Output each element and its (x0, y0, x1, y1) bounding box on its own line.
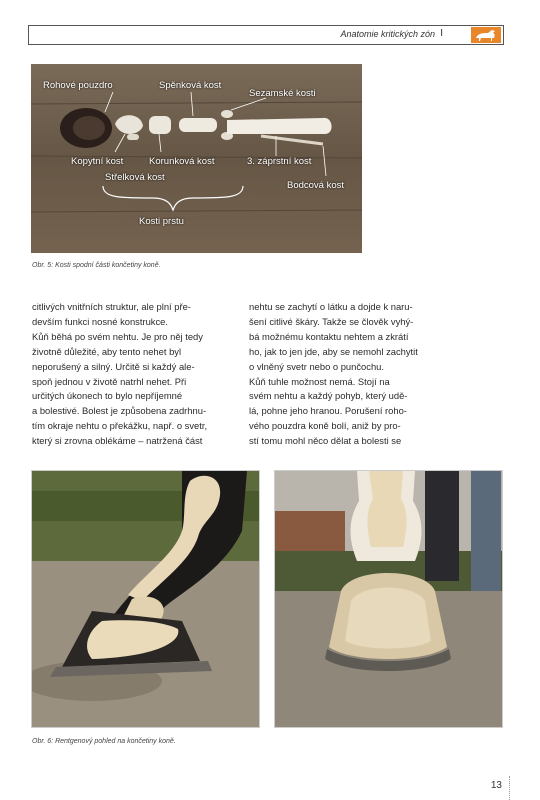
text-line: Kůň tuhle možnost nemá. Stojí na (249, 375, 390, 387)
text-line: který si zrovna oblékáme – natržená část (32, 435, 203, 447)
text-line: Kůň běhá po svém nehtu. Je pro něj tedy (32, 330, 203, 342)
label-bodcova-kost: Bodcová kost (287, 180, 345, 191)
text-line: bá možnému kontaktu nehtem a zkrátí (249, 330, 409, 342)
text-column-left (32, 300, 250, 449)
text-line: šení citlivé škáry. Takže se člověk vyhý- (249, 315, 414, 327)
text-line: stí tomu mohl něco dělat a bolesti se (249, 435, 402, 447)
text-line: lá, pohne jeho hranou. Porušení roho- (249, 405, 407, 417)
label-zaprstni-kost: 3. záprstní kost (247, 156, 312, 167)
text-line: spoň jednou v životě natrhl nehet. Při (32, 375, 187, 387)
text-line: devším funkci nosné konstrukce. (32, 315, 169, 327)
text-line: ho, jak to jen jde, aby se nemohl zachytit (249, 345, 418, 357)
text-line: neporušený a silný. Určitě si každý ale- (32, 360, 195, 372)
label-kopytni-kost: Kopytní kost (71, 156, 124, 167)
label-strelkova-kost: Střelková kost (105, 172, 165, 183)
photo-hoof-side-view (31, 470, 260, 728)
label-rohove-pouzdro: Rohové pouzdro (43, 80, 113, 91)
text-line: určitých úkonech to bylo nepříjemné (32, 390, 183, 402)
horse-icon (471, 27, 501, 43)
text-line: vého pouzdra koně bolí, aniž by pro- (249, 420, 401, 432)
figure6-caption: Obr. 6: Rentgenový pohled na končetiny koně. (32, 738, 176, 745)
label-kosti-prstu: Kosti prstu (139, 216, 184, 227)
text-line: o vlněný svetr nebo o punčochu. (249, 360, 384, 372)
text-line: a bolestivé. Bolest je způsobena zadrhnu- (32, 405, 207, 417)
running-header (28, 25, 504, 45)
text-line: životně důležité, aby tento nehet byl (32, 345, 182, 357)
label-sezamske-kosti: Sezamské kosti (249, 88, 316, 99)
page-margin-rule (509, 776, 510, 800)
text-line: tím okraje nehtu o překážku, např. o svetr, (32, 420, 208, 432)
header-separator: I (440, 28, 443, 39)
text-line: citlivých vnitřních struktur, ale plní pře- (32, 301, 191, 312)
figure5-caption: Obr. 5: Kosti spodní části končetiny koně. (32, 262, 161, 269)
page-number: 13 (490, 780, 502, 791)
text-line: svém nehtu a každý pohyb, který udě- (249, 390, 408, 402)
label-korunkova-kost: Korunková kost (149, 156, 215, 167)
text-line: nehtu se zachytí o látku a dojde k naru- (249, 301, 413, 312)
figure-bones-photo (31, 64, 362, 253)
text-column-right (249, 300, 467, 449)
header-title: Anatomie kritických zón (340, 29, 435, 39)
label-spenkova-kost: Spěnková kost (159, 80, 222, 91)
photo-hoof-front-view (274, 470, 503, 728)
